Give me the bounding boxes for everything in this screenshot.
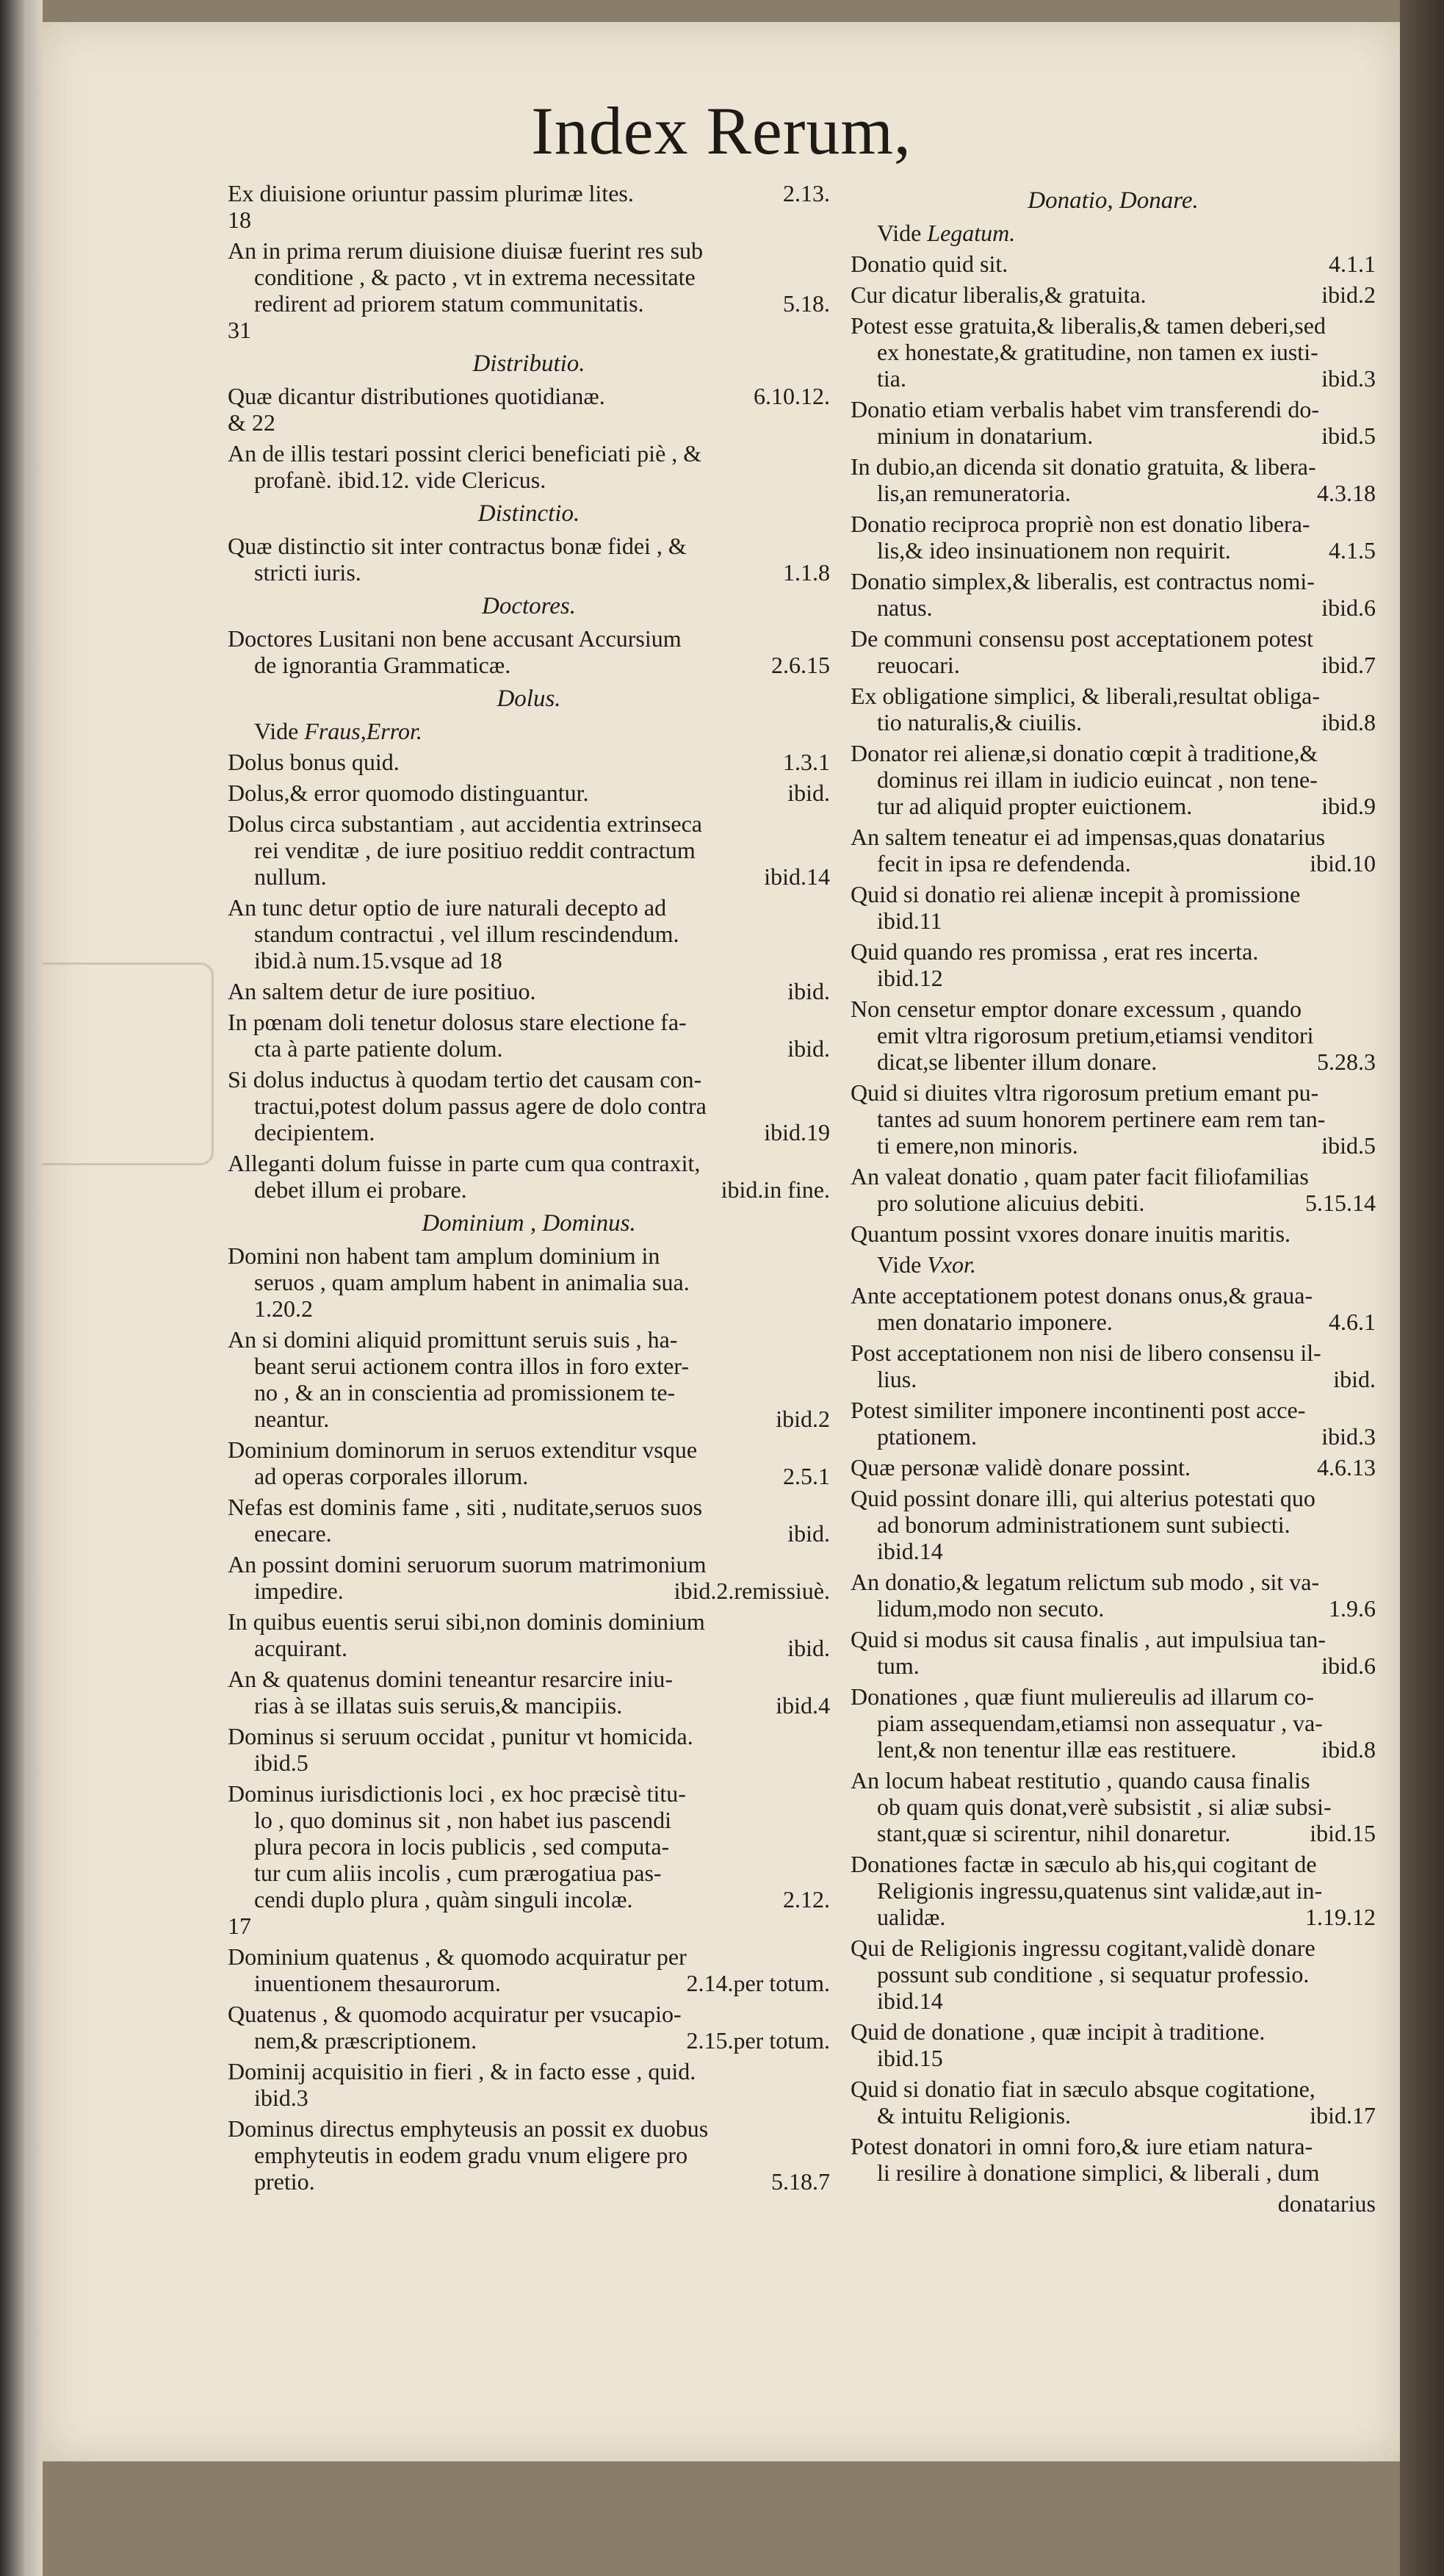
index-entry (851, 1339, 1376, 1392)
entry-reference: ibid.in fine. (721, 1176, 830, 1203)
entry-line: Alleganti dolum fuisse in parte cum qua contraxit, (228, 1150, 701, 1176)
entry-line: cta à parte patiente dolum. (254, 1035, 503, 1062)
entry-line: tur ad aliquid propter euictionem. (877, 793, 1193, 819)
entry-line: rias à se illatas suis seruis,& mancipiis. (254, 1692, 623, 1719)
entry-line: Dominij acquisitio in fieri , & in facto esse , quid. (228, 2058, 696, 2084)
index-entry (228, 383, 830, 436)
entry-reference: ibid.5 (1321, 422, 1376, 449)
index-entry (851, 1569, 1376, 1622)
entry-reference: 5.18. (783, 290, 830, 317)
entry-line: impedire. (254, 1577, 344, 1604)
entry-line: ti emere,non minoris. (877, 1132, 1078, 1159)
entry-line: pro solutione alicuius debiti. (877, 1190, 1145, 1216)
entry-line: Potest similiter imponere incontinenti post acce- (851, 1397, 1306, 1423)
entry-line: Non censetur emptor donare excessum , quando (851, 996, 1302, 1022)
entry-reference: 2.5.1 (783, 1463, 830, 1489)
entry-line: plura pecora in locis publicis , sed computa- (254, 1833, 670, 1860)
entry-line: Donationes factæ in sæculo ab his,qui cogitant de (851, 1851, 1317, 1877)
entry-line: In pœnam doli tenetur dolosus stare electione fa- (228, 1009, 687, 1035)
entry-line: ad operas corporales illorum. (254, 1463, 529, 1489)
index-entry (851, 312, 1376, 392)
entry-line: Donatio simplex,& liberalis, est contractus nomi- (851, 568, 1315, 594)
entry-reference: ibid.10 (1310, 850, 1376, 877)
entry-line: lent,& non tenentur illæ eas restituere. (877, 1736, 1237, 1763)
entry-line: lo , quo dominus sit , non habet ius pascendi (254, 1807, 671, 1833)
entry-reference: 4.1.1 (1329, 251, 1376, 277)
index-entry (228, 1608, 830, 1661)
entry-line: Quantum possint vxores donare inuitis maritis. (851, 1220, 1291, 1247)
entry-line: lis,an remuneratoria. (877, 480, 1071, 506)
index-entry (851, 1767, 1376, 1846)
index-entry (228, 1551, 830, 1604)
entry-line: Post acceptationem non nisi de libero consensu il- (851, 1339, 1321, 1366)
entry-reference: ibid. (787, 1635, 830, 1661)
entry-line: Domini non habent tam amplum dominium in (228, 1242, 660, 1269)
entry-reference: ibid.3 (1321, 365, 1376, 392)
index-entry (228, 1009, 830, 1062)
entry-line: Donator rei alienæ,si donatio cœpit à traditione,& (851, 740, 1318, 766)
entry-line: Nefas est dominis fame , siti , nuditate,seruos suos (228, 1494, 703, 1520)
index-entry (228, 1150, 830, 1203)
entry-line: beant serui actionem contra illos in foro exter- (254, 1353, 690, 1379)
entry-line: & intuitu Religionis. (877, 2102, 1072, 2129)
entry-line: Potest esse gratuita,& liberalis,& tamen deberi,sed (851, 312, 1326, 339)
entry-line: Dolus bonus quid. (228, 749, 400, 775)
section-heading: Dominium , Dominus. (422, 1210, 636, 1237)
entry-line: ptationem. (877, 1423, 977, 1450)
entry-reference: ibid.2 (776, 1406, 830, 1432)
entry-reference: ibid.6 (1321, 1652, 1376, 1679)
entry-reference: 2.6.15 (771, 652, 830, 678)
entry-line: Dominium dominorum in seruos extenditur vsque (228, 1436, 698, 1463)
right-column (851, 180, 1376, 2217)
entry-line: In quibus euentis serui sibi,non dominis dominium (228, 1608, 705, 1635)
entry-line: conditione , & pacto , vt in extrema necessitate (254, 264, 696, 290)
entry-line: Quid si donatio rei alienæ incepit à promissione (851, 881, 1301, 907)
entry-line: ibid.15 (877, 2045, 943, 2071)
entry-line: Donationes , quæ fiunt muliereulis ad illarum co- (851, 1683, 1314, 1710)
entry-line: Quatenus , & quomodo acquiratur per vsucapio- (228, 2001, 682, 2027)
index-entry (851, 1397, 1376, 1450)
entry-reference: 2.13. (783, 180, 830, 206)
index-entry (228, 1242, 830, 1322)
section-heading: Donatio, Donare. (1028, 187, 1199, 214)
entry-line: An possint domini seruorum suorum matrimonium (228, 1551, 707, 1577)
entry-reference: ibid.8 (1321, 709, 1376, 735)
entry-line: Cur dicatur liberalis,& gratuita. (851, 281, 1147, 308)
index-entry (851, 453, 1376, 506)
index-entry (851, 740, 1376, 819)
entry-reference: ibid.8 (1321, 1736, 1376, 1763)
entry-line: profanè. ibid.12. vide Clericus. (254, 467, 546, 493)
entry-reference: ibid.19 (764, 1119, 830, 1145)
entry-line: Quid si diuites vltra rigorosum pretium emant pu- (851, 1079, 1319, 1106)
entry-line: de ignorantia Grammaticæ. (254, 652, 511, 678)
entry-line: ualidæ. (877, 1904, 946, 1930)
entry-line: cendi duplo plura , quàm singuli incolæ. (254, 1886, 633, 1913)
entry-line: rei venditæ , de iure positiuo reddit contractum (254, 837, 696, 863)
entry-reference: 1.19.12 (1305, 1904, 1376, 1930)
index-entry (228, 978, 830, 1004)
entry-line: lis,& ideo insinuationem non requirit. (877, 537, 1231, 564)
index-entry (228, 2001, 830, 2054)
entry-line: reuocari. (877, 652, 960, 678)
entry-line: stricti iuris. (254, 559, 361, 586)
entry-line: Donatio quid sit. (851, 251, 1008, 277)
entry-line: An donatio,& legatum relictum sub modo , sit va- (851, 1569, 1320, 1595)
entry-line: Doctores Lusitani non bene accusant Accursium (228, 625, 682, 652)
entry-reference: 5.28.3 (1317, 1048, 1376, 1075)
entry-line: ibid.12 (877, 965, 943, 991)
index-entry (228, 894, 830, 974)
index-entry (228, 810, 830, 890)
index-entry (228, 1326, 830, 1432)
index-entry (228, 749, 830, 775)
entry-line: decipientem. (254, 1119, 375, 1145)
entry-line: An tunc detur optio de iure naturali decepto ad (228, 894, 667, 921)
entry-line: Quid quando res promissa , erat res incerta. (851, 938, 1259, 965)
entry-line: li resilire à donatione simplici, & liberali , dum (877, 2159, 1320, 2186)
index-entry (851, 1851, 1376, 1930)
entry-line: tur cum aliis incolis , cum prærogatiua pas- (254, 1860, 662, 1886)
entry-line: nullum. (254, 863, 327, 890)
entry-line: Quid de donatione , quæ incipit à traditione. (851, 2018, 1266, 2045)
entry-line: ibid.14 (877, 1538, 943, 1564)
section-heading: Distinctio. (477, 500, 580, 527)
entry-line: An saltem detur de iure positiuo. (228, 978, 536, 1004)
page-title: Index Rerum, (531, 93, 911, 168)
see-reference (851, 220, 1376, 246)
index-entry (228, 1780, 830, 1939)
entry-line: Ex diuisione oriuntur passim plurimæ lites. (228, 180, 634, 206)
index-entry (851, 996, 1376, 1075)
entry-line: 1.20.2 (254, 1295, 313, 1322)
entry-line: inuentionem thesaurorum. (254, 1970, 501, 1996)
entry-line: tia. (877, 365, 906, 392)
index-entry (851, 625, 1376, 678)
index-entry (851, 511, 1376, 564)
entry-line: An & quatenus domini teneantur resarcire iniu- (228, 1666, 674, 1692)
entry-line: ibid.14 (877, 1987, 943, 2014)
entry-line: seruos , quam amplum habent in animalia sua. (254, 1269, 690, 1295)
entry-line: minium in donatarium. (877, 422, 1094, 449)
entry-reference: ibid.17 (1310, 2102, 1376, 2129)
entry-line: An saltem teneatur ei ad impensas,quas donatarius (851, 824, 1326, 850)
entry-reference: 2.14.per totum. (686, 1970, 830, 1996)
entry-line: Dominus iurisdictionis loci , ex hoc præcisè titu- (228, 1780, 686, 1807)
entry-reference: 4.6.13 (1317, 1454, 1376, 1481)
see-label: Vide (877, 220, 922, 246)
entry-reference: ibid. (1333, 1366, 1376, 1392)
index-entry (228, 1943, 830, 1996)
entry-line: piam assequendam,etiamsi non assequatur , va- (877, 1710, 1323, 1736)
index-entry (851, 1485, 1376, 1564)
entry-line: lidum,modo non secuto. (877, 1595, 1105, 1622)
index-entry (851, 251, 1376, 277)
entry-line: natus. (877, 594, 933, 621)
index-entry (851, 396, 1376, 449)
index-entry (851, 1079, 1376, 1159)
entry-reference: 2.12. (783, 1886, 830, 1913)
entry-line: pretio. (254, 2168, 315, 2195)
entry-reference: 1.3.1 (783, 749, 830, 775)
entry-reference: ibid.6 (1321, 594, 1376, 621)
entry-line: debet illum ei probare. (254, 1176, 467, 1203)
index-entry (851, 683, 1376, 735)
see-label: Vide (254, 718, 299, 744)
index-entry (851, 281, 1376, 308)
entry-reference: 5.15.14 (1305, 1190, 1376, 1216)
entry-line: An si domini aliquid promittunt seruis suis , ha- (228, 1326, 678, 1353)
entry-reference: donatarius (1277, 2190, 1376, 2217)
index-entry (851, 1683, 1376, 1763)
see-target: Vxor. (927, 1251, 976, 1278)
entry-line: tio naturalis,& ciuilis. (877, 709, 1083, 735)
entry-line: tantes ad suum honorem pertinere eam rem tan- (877, 1106, 1326, 1132)
entry-line: dicat,se libenter illum donare. (877, 1048, 1158, 1075)
left-column (228, 180, 830, 2199)
entry-reference: 1.1.8 (783, 559, 830, 586)
see-reference (851, 1251, 1376, 1278)
entry-line: ibid.11 (877, 907, 942, 934)
entry-reference: 5.18.7 (771, 2168, 830, 2195)
index-entry (851, 824, 1376, 877)
entry-line: Qui de Religionis ingressu cogitant,validè donare (851, 1935, 1315, 1961)
entry-line: De communi consensu post acceptationem potest (851, 625, 1314, 652)
book-page (43, 22, 1400, 2461)
index-entry (228, 780, 830, 806)
entry-reference: ibid. (787, 978, 830, 1004)
entry-reference: ibid.14 (764, 863, 830, 890)
entry-line: An de illis testari possint clerici beneficiati piè , & (228, 440, 702, 467)
entry-reference: ibid.5 (1321, 1132, 1376, 1159)
entry-reference: 6.10.12. (754, 383, 830, 409)
see-target: Legatum. (927, 220, 1016, 246)
entry-reference: ibid.4 (776, 1692, 830, 1719)
index-entry (228, 1436, 830, 1489)
entry-line: Dominium quatenus , & quomodo acquiratur per (228, 1943, 687, 1970)
index-entry (851, 1935, 1376, 2014)
entry-line: ibid.3 (254, 2084, 308, 2111)
section-heading: Distributio. (472, 350, 585, 377)
entry-line: no , & an in conscientia ad promissionem te- (254, 1379, 676, 1406)
index-entry (851, 938, 1376, 991)
entry-line: enecare. (254, 1520, 332, 1547)
entry-reference-continued: & 22 (228, 409, 275, 436)
index-entry (228, 2058, 830, 2111)
entry-reference: ibid.2 (1321, 281, 1376, 308)
entry-line: Dolus,& error quomodo distinguantur. (228, 780, 589, 806)
entry-line: Dolus circa substantiam , aut accidentia extrinseca (228, 810, 702, 837)
index-entry (851, 1163, 1376, 1216)
index-entry (228, 1494, 830, 1547)
entry-line: men donatario imponere. (877, 1309, 1113, 1335)
entry-line: Religionis ingressu,quatenus sint validæ,aut in- (877, 1877, 1323, 1904)
index-entry (228, 237, 830, 343)
index-entry (851, 2076, 1376, 2129)
entry-line: ex honestate,& gratitudine, non tamen ex iusti- (877, 339, 1318, 365)
index-entry (228, 625, 830, 678)
entry-line: Potest donatori in omni foro,& iure etiam natura- (851, 2133, 1313, 2159)
entry-line: emphyteutis in eodem gradu vnum eligere pro (254, 2142, 688, 2168)
entry-line: An locum habeat restitutio , quando causa finalis (851, 1767, 1310, 1794)
index-entry (851, 2133, 1376, 2186)
entry-reference: ibid.2.remissiuè. (674, 1577, 830, 1604)
index-entry (228, 533, 830, 586)
entry-reference: ibid. (787, 780, 830, 806)
entry-line: An valeat donatio , quam pater facit filiofamilias (851, 1163, 1309, 1190)
entry-line: Quæ personæ validè donare possint. (851, 1454, 1191, 1481)
entry-reference: 4.1.5 (1329, 537, 1376, 564)
section-heading: Dolus. (497, 686, 561, 712)
entry-line: Donatio etiam verbalis habet vim transferendi do- (851, 396, 1320, 422)
entry-line: neantur. (254, 1406, 330, 1432)
entry-reference: ibid.7 (1321, 652, 1376, 678)
entry-line: nem,& præscriptionem. (254, 2027, 477, 2054)
index-entry (228, 1066, 830, 1145)
tab-impression (43, 963, 214, 1165)
see-label: Vide (877, 1251, 922, 1278)
see-reference (228, 718, 830, 744)
entry-line: Quid si donatio fiat in sæculo absque cogitatione, (851, 2076, 1315, 2102)
entry-line: ad bonorum administrationem sunt subiecti. (877, 1511, 1290, 1538)
entry-line: Quid si modus sit causa finalis , aut impulsiua tan- (851, 1626, 1326, 1652)
entry-line: emit vltra rigorosum pretium,etiamsi venditori (877, 1022, 1314, 1048)
entry-line: ibid.5 (254, 1749, 308, 1776)
index-entry (228, 440, 830, 493)
entry-line: lius. (877, 1366, 917, 1392)
entry-line: ibid.à num.15.vsque ad 18 (254, 947, 502, 974)
entry-line: Dominus si seruum occidat , punitur vt homicida. (228, 1723, 693, 1749)
entry-line: tractui,potest dolum passus agere de dolo contra (254, 1093, 707, 1119)
entry-line: possunt sub conditione , si sequatur professio. (877, 1961, 1310, 1987)
see-target: Fraus,Error. (304, 718, 422, 744)
entry-reference-continued: 17 (228, 1913, 251, 1939)
entry-reference: 4.6.1 (1329, 1309, 1376, 1335)
entry-line: Ex obligatione simplici, & liberali,resultat obliga- (851, 683, 1320, 709)
entry-line: tum. (877, 1652, 920, 1679)
index-entry (228, 2115, 830, 2195)
entry-line: Si dolus inductus à quodam tertio det causam con- (228, 1066, 702, 1093)
entry-reference-continued: 31 (228, 317, 251, 343)
index-entry (228, 180, 830, 233)
entry-line: stant,quæ si scirentur, nihil donaretur. (877, 1820, 1231, 1846)
index-entry (851, 2018, 1376, 2071)
index-entry (851, 1626, 1376, 1679)
entry-reference-continued: 18 (228, 206, 251, 233)
index-entry (851, 1454, 1376, 1481)
entry-line: redirent ad priorem statum communitatis. (254, 290, 644, 317)
entry-line: ob quam quis donat,verè subsistit , si aliæ subsi- (877, 1794, 1332, 1820)
book-spine (0, 0, 43, 2576)
index-entry (228, 1666, 830, 1719)
entry-line: An in prima rerum diuisione diuisæ fuerint res sub (228, 237, 704, 264)
entry-line: In dubio,an dicenda sit donatio gratuita, & libera- (851, 453, 1316, 480)
entry-reference: 4.3.18 (1317, 480, 1376, 506)
entry-line: standum contractui , vel illum rescindendum. (254, 921, 679, 947)
entry-line: Quid possint donare illi, qui alterius potestati quo (851, 1485, 1315, 1511)
entry-reference: ibid.9 (1321, 793, 1376, 819)
index-entry (851, 1282, 1376, 1335)
entry-line: fecit in ipsa re defendenda. (877, 850, 1131, 877)
entry-line: Dominus directus emphyteusis an possit ex duobus (228, 2115, 709, 2142)
entry-line: dominus rei illam in iudicio euincat , non tene- (877, 766, 1318, 793)
entry-reference: ibid. (787, 1520, 830, 1547)
entry-reference: ibid.3 (1321, 1423, 1376, 1450)
index-entry (851, 568, 1376, 621)
index-entry (228, 1723, 830, 1776)
entry-line: Quæ dicantur distributiones quotidianæ. (228, 383, 605, 409)
entry-reference: 2.15.per totum. (686, 2027, 830, 2054)
index-entry (851, 1220, 1376, 1247)
entry-line: Donatio reciproca propriè non est donatio libera- (851, 511, 1310, 537)
section-heading: Doctores. (481, 593, 576, 619)
entry-reference: 1.9.6 (1329, 1595, 1376, 1622)
entry-line: acquirant. (254, 1635, 348, 1661)
entry-line: Ante acceptationem potest donans onus,& graua- (851, 1282, 1313, 1309)
entry-reference: ibid. (787, 1035, 830, 1062)
entry-line: Quæ distinctio sit inter contractus bonæ fidei , & (228, 533, 687, 559)
index-entry (851, 881, 1376, 934)
entry-reference: ibid.15 (1310, 1820, 1376, 1846)
page-edge (1400, 0, 1444, 2576)
